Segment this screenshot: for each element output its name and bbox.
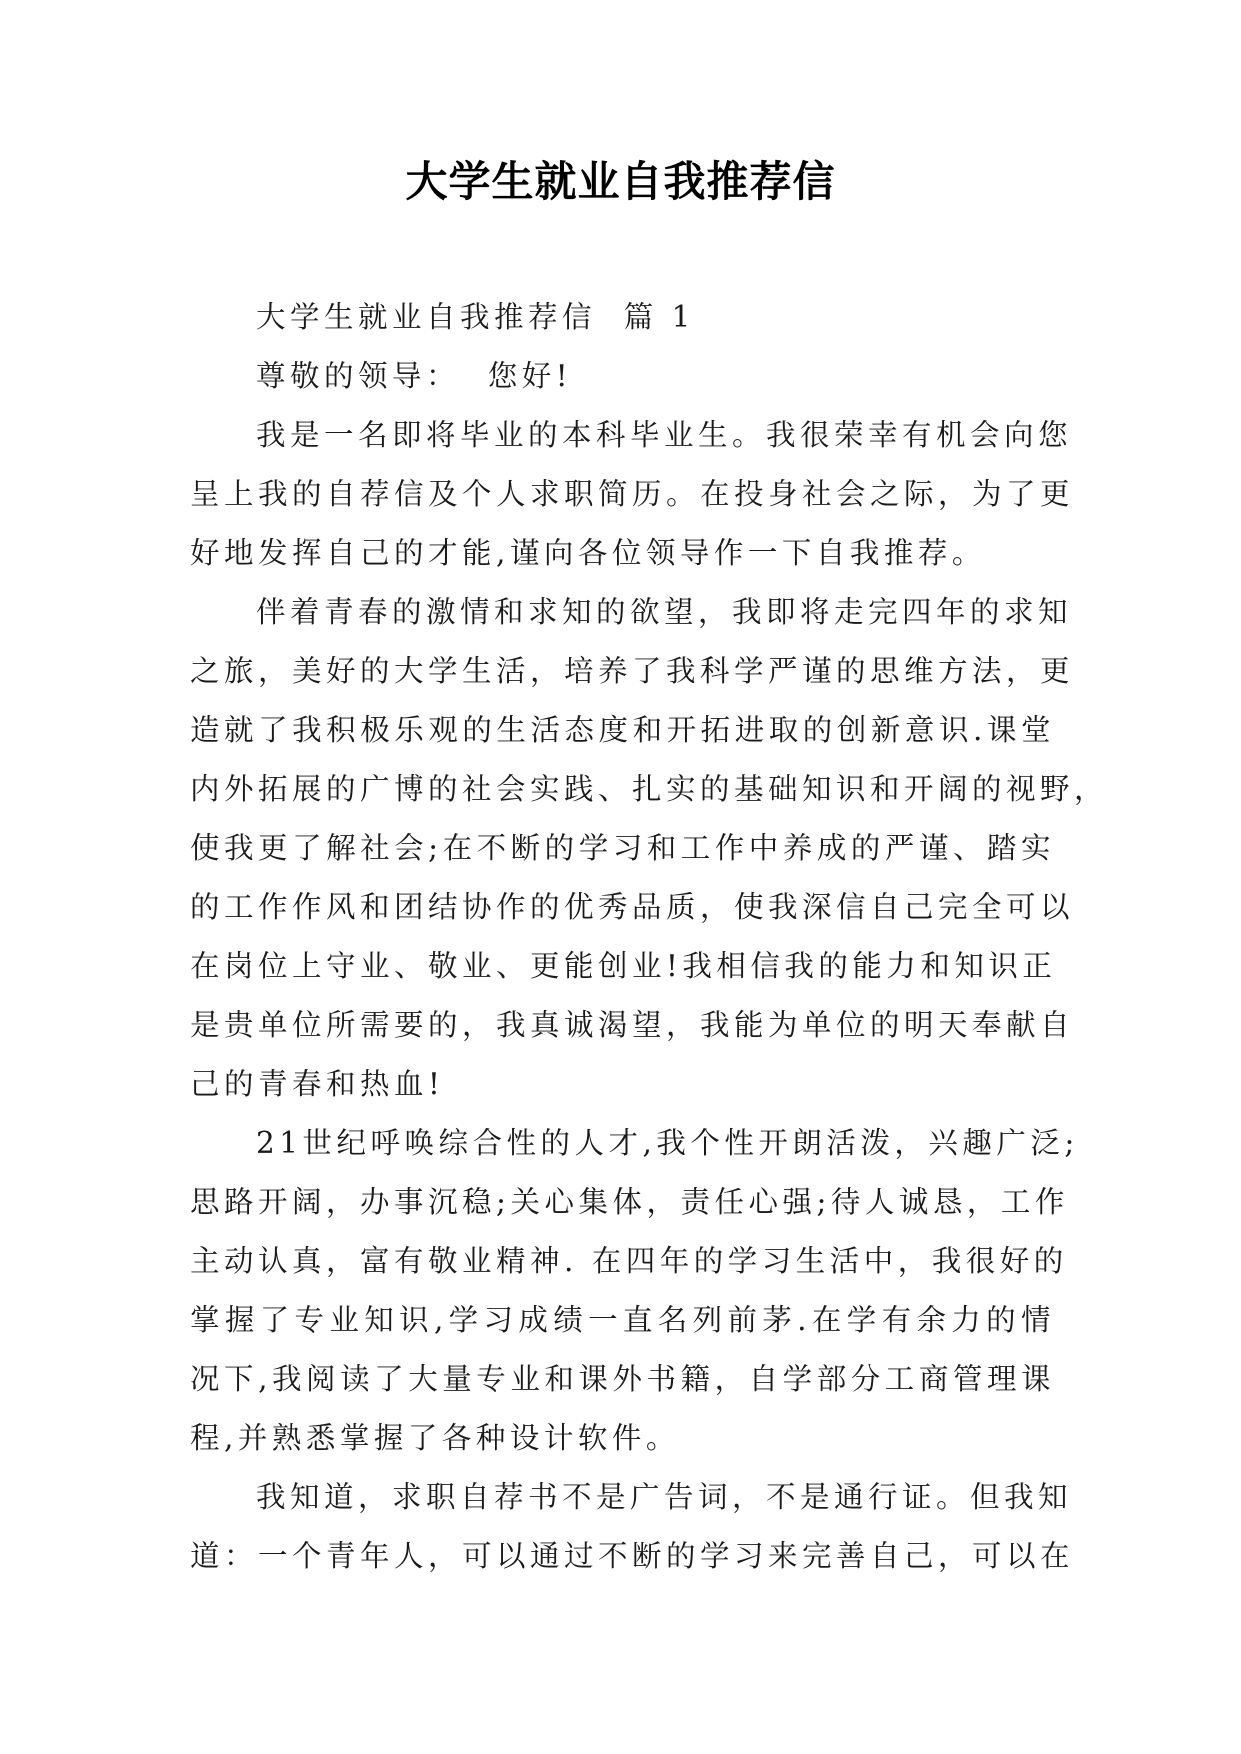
paragraph-3-line-3: 主动认真，富有敬业精神. 在四年的学习生活中，我很好的	[190, 1244, 1068, 1278]
paragraph-1-line-3: 好地发挥自己的才能,谨向各位领导作一下自我推荐。	[190, 536, 986, 570]
paragraph-2-line-1: 伴着青春的激情和求知的欲望，我即将走完四年的求知	[256, 595, 1073, 629]
paragraph-2-line-4: 内外拓展的广博的社会实践、扎实的基础知识和开阔的视野，	[190, 772, 1109, 806]
paragraph-3-line-5: 况下,我阅读了大量专业和课外书籍，自学部分工商管理课	[190, 1362, 1055, 1396]
paragraph-3-line-4: 掌握了专业知识,学习成绩一直名列前茅.在学有余力的情	[190, 1303, 1055, 1337]
paragraph-2-line-7: 在岗位上守业、敬业、更能创业!我相信我的能力和知识正	[190, 949, 1057, 983]
paragraph-3-line-2: 思路开阔，办事沉稳;关心集体，责任心强;待人诚恳，工作	[190, 1185, 1069, 1219]
salutation: 尊敬的领导： 您好!	[256, 359, 573, 393]
paragraph-2-line-6: 的工作作风和团结协作的优秀品质，使我深信自己完全可以	[190, 890, 1075, 924]
paragraph-2-line-2: 之旅，美好的大学生活，培养了我科学严谨的思维方法，更	[190, 654, 1075, 688]
paragraph-2-line-3: 造就了我积极乐观的生活态度和开拓进取的创新意识.课堂	[190, 713, 1055, 747]
paragraph-2-line-8: 是贵单位所需要的，我真诚渴望，我能为单位的明天奉献自	[190, 1008, 1075, 1042]
paragraph-1-line-1: 我是一名即将毕业的本科毕业生。我很荣幸有机会向您	[256, 418, 1073, 452]
paragraph-1-line-2: 呈上我的自荐信及个人求职简历。在投身社会之际，为了更	[190, 477, 1075, 511]
paragraph-2-line-5: 使我更了解社会;在不断的学习和工作中养成的严谨、踏实	[190, 831, 1055, 865]
paragraph-3-line-6: 程,并熟悉掌握了各种设计软件。	[190, 1421, 680, 1455]
document-title: 大学生就业自我推荐信	[405, 157, 836, 206]
paragraph-4-line-1: 我知道，求职自荐书不是广告词，不是通行证。但我知	[256, 1480, 1073, 1514]
document-body	[190, 288, 1109, 1586]
paragraph-2-line-9: 己的青春和热血!	[190, 1067, 445, 1101]
paragraph-4-line-2: 道：一个青年人，可以通过不断的学习来完善自己，可以在	[190, 1539, 1075, 1573]
paragraph-3-line-1: 21世纪呼唤综合性的人才,我个性开朗活泼，兴趣广泛;	[256, 1126, 1079, 1160]
section-heading: 大学生就业自我推荐信 篇 1	[256, 300, 695, 334]
